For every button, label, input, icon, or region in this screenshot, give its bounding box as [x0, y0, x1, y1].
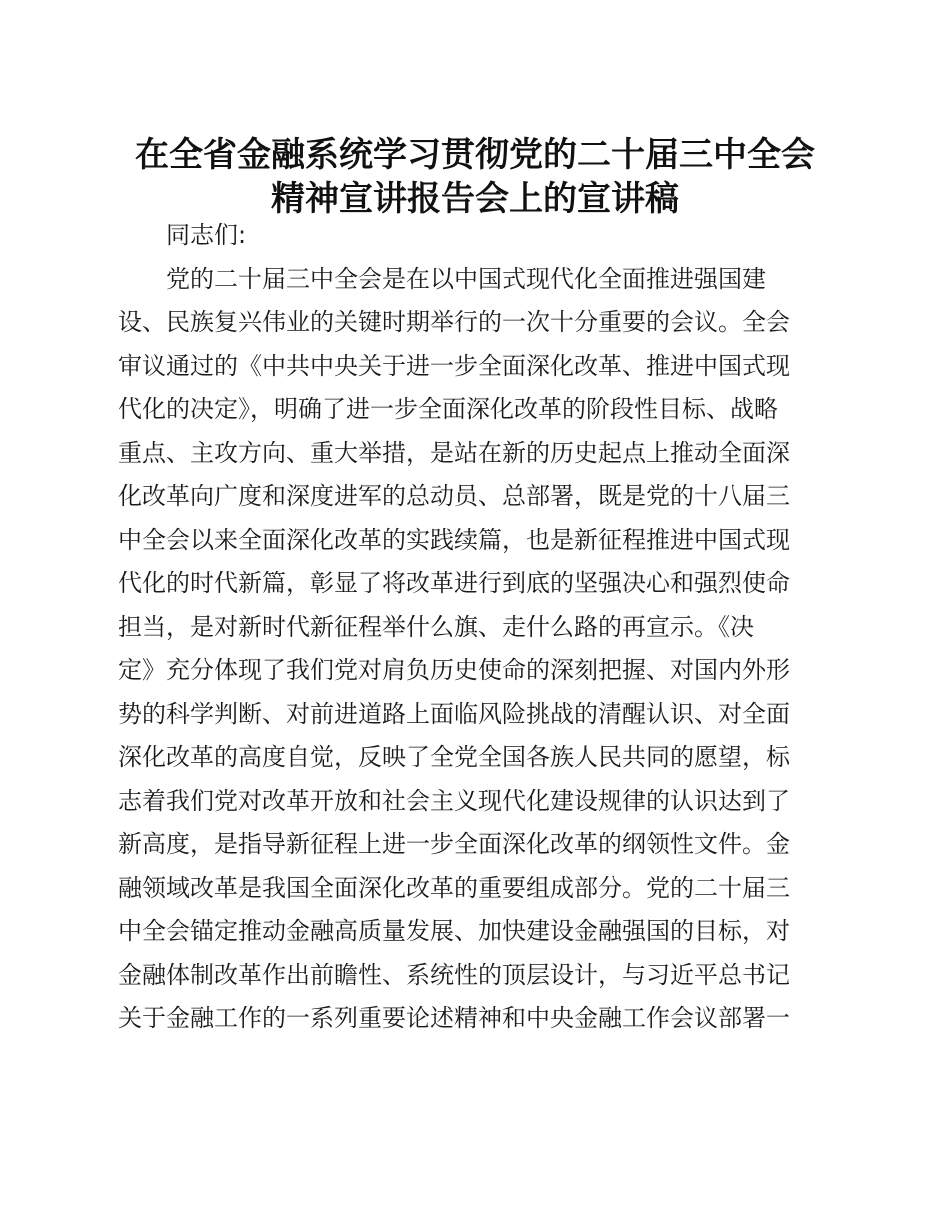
document-body: [118, 214, 818, 1041]
paragraph-line: 党的二十届三中全会是在以中国式现代化全面推进强国建: [166, 264, 766, 293]
paragraph-line: 势的科学判断、对前进道路上面临风险挑战的清醒认识、对全面: [118, 699, 790, 728]
document-title: [100, 133, 850, 221]
paragraph-line: 审议通过的《中共中央关于进一步全面深化改革、推进中国式现: [118, 351, 790, 380]
paragraph-line: 中全会以来全面深化改革的实践续篇，也是新征程推进中国式现: [118, 525, 790, 554]
paragraph-line: 金融体制改革作出前瞻性、系统性的顶层设计，与习近平总书记: [118, 960, 790, 989]
title-line-2: 精神宣讲报告会上的宣讲稿: [271, 179, 679, 219]
paragraph-line: 中全会锚定推动金融高质量发展、加快建设金融强国的目标，对: [118, 917, 790, 945]
main-paragraph: [118, 258, 818, 1041]
paragraph-line: 定》充分体现了我们党对肩负历史使命的深刻把握、对国内外形: [118, 656, 790, 684]
paragraph-line: 志着我们党对改革开放和社会主义现代化建设规律的认识达到了: [118, 786, 790, 815]
paragraph-line: 关于金融工作的一系列重要论述精神和中央金融工作会议部署一: [118, 1004, 790, 1032]
title-line-1: 在全省金融系统学习贯彻党的二十届三中全会: [135, 135, 815, 175]
greeting: 同志们:: [166, 221, 247, 249]
paragraph-line: 融领域改革是我国全面深化改革的重要组成部分。党的二十届三: [118, 873, 790, 902]
paragraph-line: 代化的时代新篇，彰显了将改革进行到底的坚强决心和强烈使命: [118, 569, 790, 597]
paragraph-line: 新高度，是指导新征程上进一步全面深化改革的纲领性文件。金: [118, 830, 790, 858]
paragraph-line: 重点、主攻方向、重大举措，是站在新的历史起点上推动全面深: [118, 438, 790, 467]
paragraph-line: 担当，是对新时代新征程举什么旗、走什么路的再宣示。《决: [118, 612, 754, 641]
paragraph-line: 代化的决定》，明确了进一步全面深化改革的阶段性目标、战略: [118, 395, 778, 423]
paragraph-line: 设、民族复兴伟业的关键时期举行的一次十分重要的会议。全会: [118, 308, 790, 336]
paragraph-line: 化改革向广度和深度进军的总动员、总部署，既是党的十八届三: [118, 482, 790, 510]
paragraph-line: 深化改革的高度自觉，反映了全党全国各族人民共同的愿望，标: [118, 743, 790, 771]
